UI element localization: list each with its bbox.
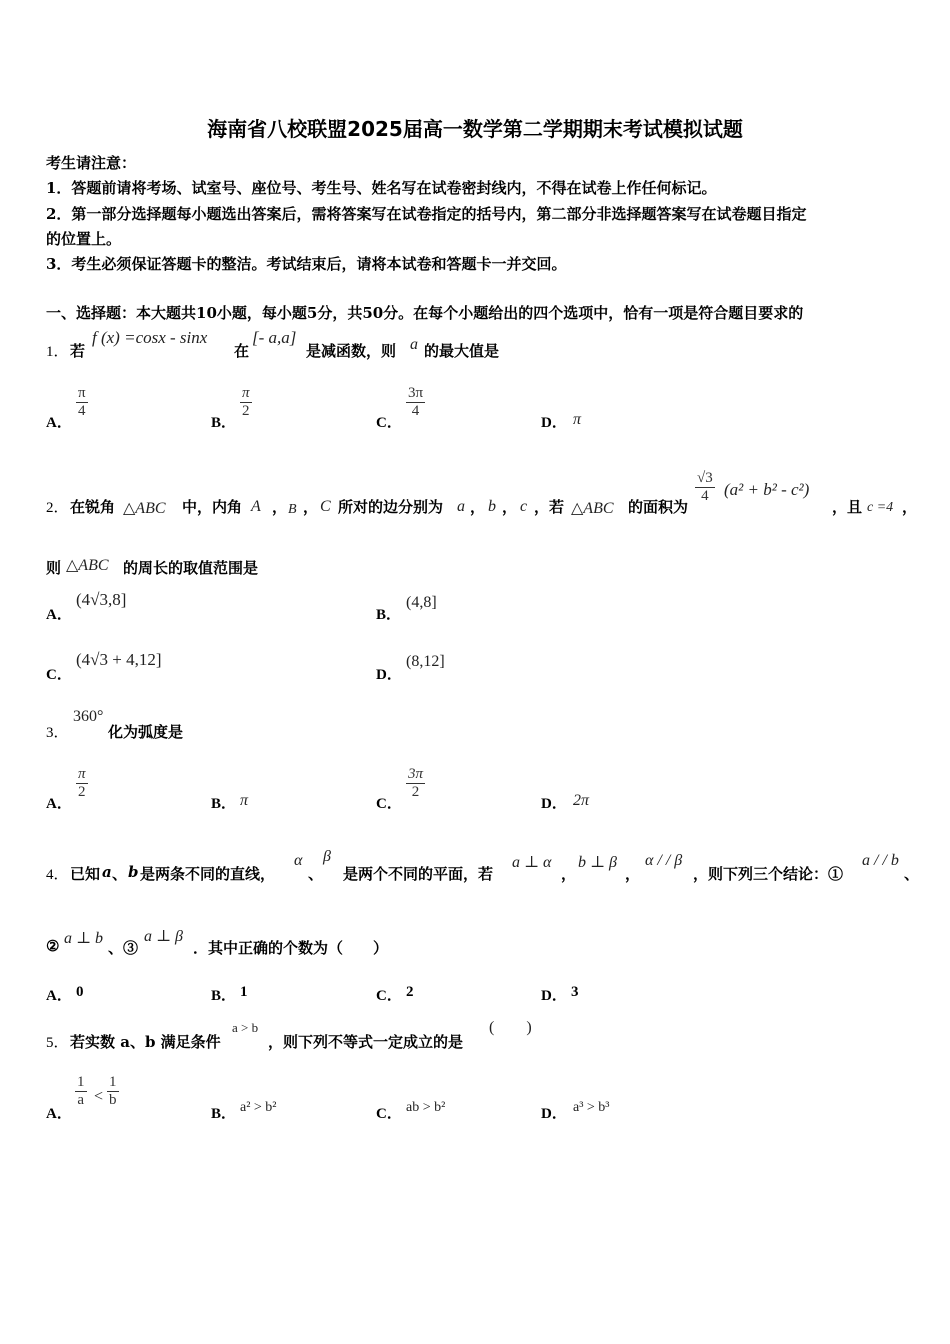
question-text: ②: [46, 937, 60, 955]
option-value: 1: [240, 984, 248, 1000]
question-text: 所对的边分别为: [338, 498, 444, 516]
math-expression: α / / β: [645, 852, 683, 869]
math-expression: a > b: [232, 1020, 259, 1035]
question-text: 若: [70, 342, 86, 360]
option-label: A．: [46, 415, 72, 431]
option-label: A．: [46, 796, 72, 812]
option-label: B．: [211, 988, 237, 1004]
math-expression: [- a,a]: [252, 328, 297, 347]
option-fraction-b: $\frac{1}{b}$: [109, 1074, 117, 1108]
option-value: a³ > b³: [573, 1100, 610, 1115]
math-expression: f (x) =cosx - sinx: [92, 328, 208, 347]
question-number: 3．: [46, 725, 69, 741]
math-expression: a ⊥ b: [64, 930, 104, 947]
math-variable: A: [251, 498, 261, 515]
math-expression: a ⊥ α: [512, 854, 552, 871]
option-value: (4√3,8]: [76, 590, 127, 609]
question-text: 的面积为: [628, 498, 689, 516]
question-text: ．其中正确的个数为（ ）: [193, 939, 389, 957]
option-label: D．: [541, 796, 567, 812]
math-expression: 360°: [73, 708, 104, 725]
question-text: ，: [303, 498, 319, 516]
math-expression: △ABC: [571, 500, 614, 517]
math-variable: b: [128, 863, 139, 881]
question-text: ，则下列三个结论：①: [693, 865, 844, 883]
option-label: D．: [541, 415, 567, 431]
option-label: C．: [46, 667, 72, 683]
option-value: (4,8]: [406, 594, 437, 611]
notice-item: 1．答题前请将考场、试室号、座位号、考生号、姓名写在试卷密封线内，不得在试卷上作任何标记。: [46, 179, 717, 197]
question-text: 、: [904, 865, 920, 883]
option-fraction: $\frac{\pi}{2}$: [78, 766, 86, 800]
option-value: (4√3 + 4,12]: [76, 650, 162, 669]
question-number: 2．: [46, 500, 69, 516]
option-value: π: [240, 792, 249, 809]
question-number: 4．: [46, 867, 69, 883]
math-expression: b ⊥ β: [578, 854, 618, 871]
question-text: 是两条不同的直线，: [140, 865, 276, 883]
option-fraction: $\frac{\pi}{2}$: [242, 385, 250, 419]
option-value: 2π: [573, 792, 590, 809]
math-variable: β: [323, 848, 331, 865]
notice-item: 的位置上。: [46, 230, 122, 248]
option-value: a² > b²: [240, 1100, 277, 1115]
option-label: D．: [541, 988, 567, 1004]
less-than-sign: <: [94, 1088, 104, 1105]
notice-item: 3．考生必须保证答题卡的整洁。考试结束后，请将本试卷和答题卡一并交回。: [46, 255, 567, 273]
question-text: 的最大值是: [424, 342, 500, 360]
option-fraction: $\frac{3\pi}{2}$: [408, 766, 424, 800]
question-text: ，: [272, 498, 288, 516]
option-value: π: [573, 411, 582, 428]
option-label: C．: [376, 988, 402, 1004]
question-text: 中，内角: [182, 498, 243, 516]
question-text: 、: [112, 865, 128, 883]
question-text: 在: [234, 342, 250, 360]
option-label: C．: [376, 796, 402, 812]
notice-item: 2．第一部分选择题每小题选出答案后，需将答案写在试卷指定的括号内，第二部分非选择题答案写在试卷题目指定: [46, 205, 807, 223]
math-expression: (a² + b² - c²): [724, 480, 810, 499]
question-text: ，: [902, 498, 918, 516]
option-label: A．: [46, 1106, 72, 1122]
option-value: 3: [571, 984, 579, 1000]
question-text: ，: [502, 498, 518, 516]
math-variable: b: [488, 498, 496, 515]
math-variable: a: [457, 498, 465, 515]
option-value: (8,12]: [406, 653, 445, 670]
question-text: 的周长的取值范围是: [123, 559, 259, 577]
question-text: ，且: [832, 498, 863, 516]
option-fraction: $\frac{3\pi}{4}$: [408, 385, 424, 419]
option-value: 2: [406, 984, 414, 1000]
math-variable: B: [288, 502, 297, 517]
option-label: B．: [211, 415, 237, 431]
math-expression: △ABC: [66, 557, 109, 574]
question-text: ，则下列不等式一定成立的是: [268, 1033, 464, 1051]
option-value: ab > b²: [406, 1100, 446, 1115]
math-expression: △ABC: [123, 500, 166, 517]
question-text: ，: [625, 865, 641, 883]
math-variable: α: [294, 852, 303, 869]
question-text: 在锐角: [70, 498, 116, 516]
math-expression: c =4: [867, 500, 894, 515]
page-title: 海南省八校联盟2025届高一数学第二学期期末考试模拟试题: [207, 117, 743, 141]
option-value: 0: [76, 984, 84, 1000]
option-label: B．: [211, 796, 237, 812]
option-label: A．: [46, 988, 72, 1004]
question-text: 已知: [70, 865, 101, 883]
option-label: A．: [46, 607, 72, 623]
math-variable: C: [320, 498, 331, 515]
notice-heading: 考生请注意：: [46, 154, 137, 172]
question-text: 、③: [108, 939, 139, 957]
math-variable: a: [410, 336, 418, 353]
option-label: B．: [211, 1106, 237, 1122]
question-text: 是两个不同的平面，若: [343, 865, 494, 883]
question-text: 若实数 a、b 满足条件: [70, 1033, 221, 1051]
math-variable: c: [520, 498, 528, 515]
math-expression: a / / b: [862, 852, 899, 869]
question-number: 5．: [46, 1035, 69, 1051]
question-text: ，: [470, 498, 486, 516]
question-number: 1．: [46, 344, 69, 360]
option-label: D．: [541, 1106, 567, 1122]
question-text: 、: [308, 865, 324, 883]
option-label: B．: [376, 607, 402, 623]
question-text: 则: [46, 559, 62, 577]
option-fraction: $\frac{\pi}{4}$: [78, 385, 86, 419]
question-text: ，若: [534, 498, 565, 516]
area-fraction: $\frac{√3}{4}$: [697, 470, 713, 504]
option-label: C．: [376, 1106, 402, 1122]
option-label: D．: [376, 667, 402, 683]
math-variable: a: [102, 863, 112, 881]
answer-blank: ( ): [489, 1019, 532, 1036]
option-label: C．: [376, 415, 402, 431]
option-fraction-a: $\frac{1}{a}$: [77, 1074, 85, 1108]
question-text: 化为弧度是: [108, 723, 184, 741]
section-heading: 一、选择题：本大题共10小题，每小题5分，共50分。在每个小题给出的四个选项中，恰有一项是符合题目要求的: [46, 304, 804, 322]
question-text: ，: [561, 865, 577, 883]
math-expression: a ⊥ β: [144, 928, 184, 945]
question-text: 是减函数，则: [306, 342, 397, 360]
